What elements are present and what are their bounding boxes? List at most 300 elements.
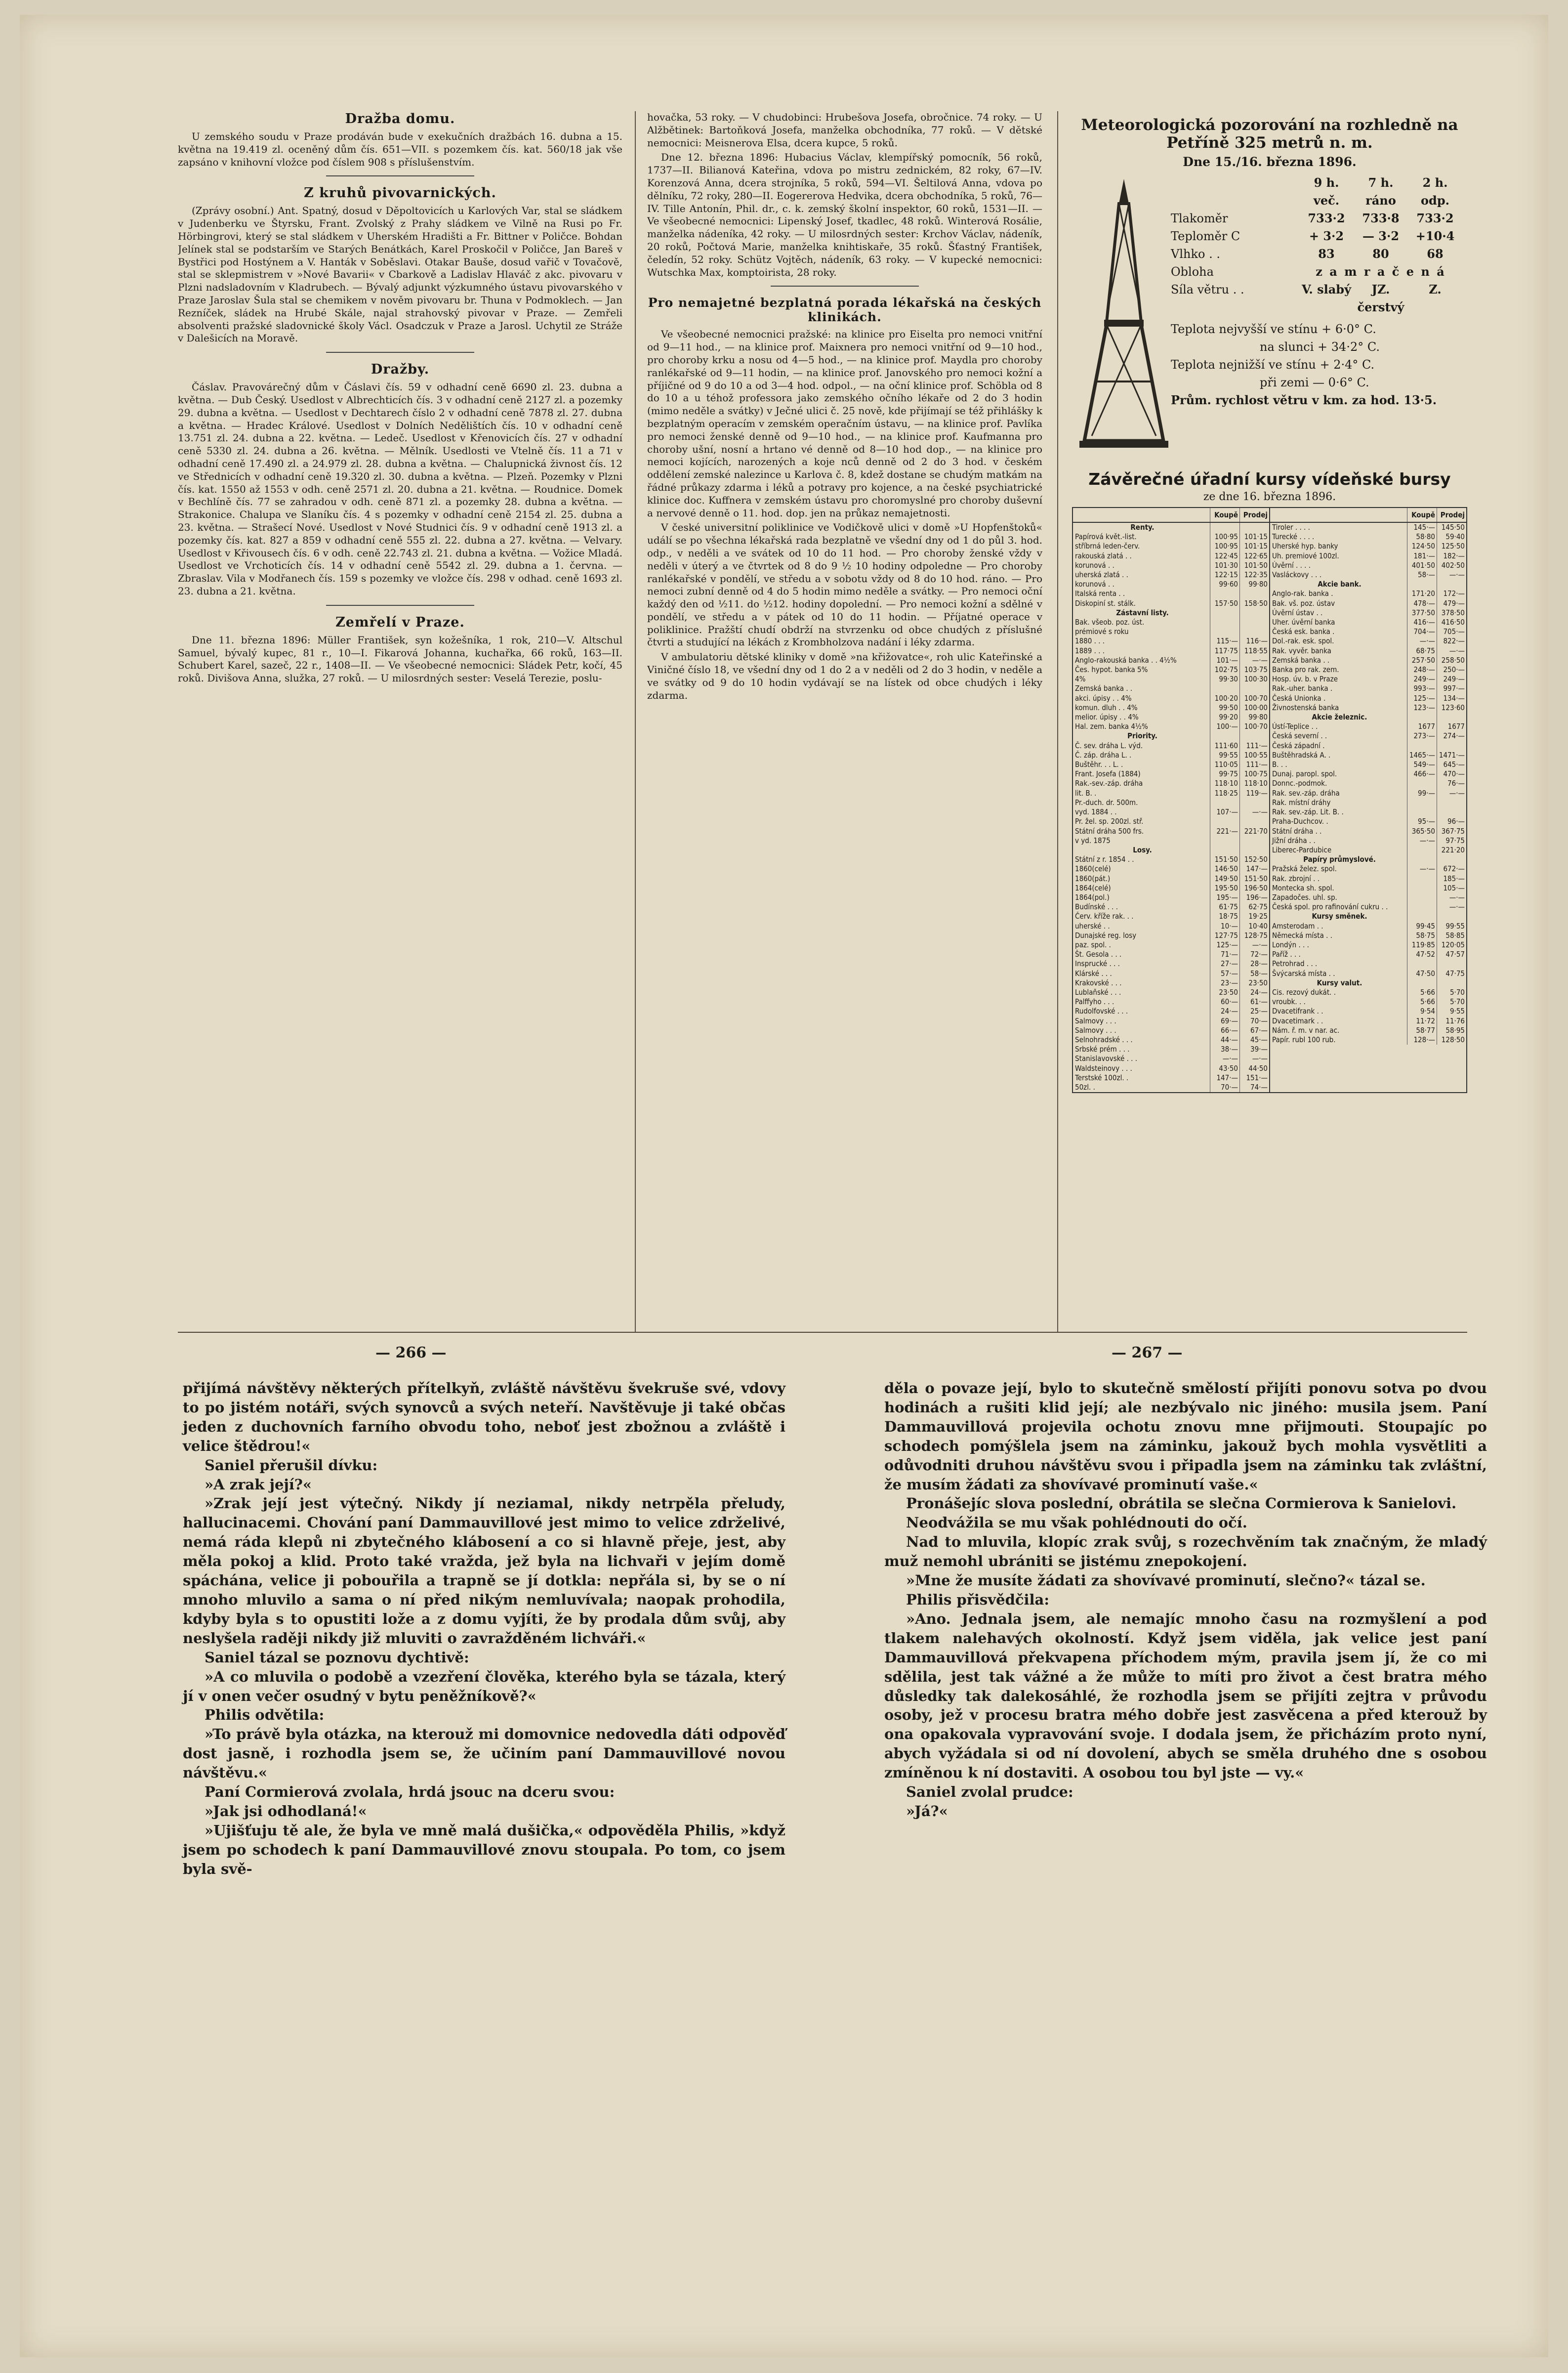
bourse-sell: 196·— [1239, 893, 1269, 902]
meteo-value: z a m r a č e n á [1316, 264, 1446, 279]
bourse-sell [1239, 627, 1269, 636]
bourse-row [1073, 722, 1269, 731]
bourse-row [1270, 665, 1466, 675]
bourse-buy [1407, 580, 1437, 589]
bourse-name: Hosp. úv. b. v Praze [1272, 675, 1338, 684]
bourse-row [1270, 969, 1466, 978]
bourse-row [1073, 836, 1269, 846]
bourse-sell [1239, 817, 1269, 826]
bourse-row [1073, 997, 1269, 1007]
meteo-row [1171, 245, 1467, 263]
bourse-sell [1239, 684, 1269, 693]
article-deaths [178, 615, 622, 685]
bourse-buy: 5·66 [1407, 997, 1437, 1007]
article-text: Dne 11. března 1896: Müller František, syn kožešníka, 1 rok, 210—V. Altschul Samuel, bývalý kupec, 81 r., 10—I. Fikarová Johanna, kuchařka, 66 roků, 163—II. Schubert Karel, sazeč, 22 r., 1408—II. — Ve všeobecné nemocnici: Sládek Petr, kočí, 45 roků. Divišova Anna, služka, 27 roků. — U milosrdných sester: Veselá Terezie, poslu- [178, 634, 622, 684]
bourse-sell: 5·70 [1437, 997, 1466, 1007]
bourse-name: Petrohrad . . . [1272, 959, 1318, 969]
bourse-sell: 61·— [1239, 997, 1269, 1007]
column-rule [635, 111, 636, 1332]
bourse-name: Úvěrní . . . . [1272, 560, 1311, 570]
bourse-row [1270, 1007, 1466, 1016]
bourse-buy [1210, 836, 1239, 846]
bourse-row [1073, 902, 1269, 912]
bourse-name: Rak. sev.-záp. Lit. B. . [1272, 807, 1344, 817]
bourse-column-left [1073, 508, 1270, 1092]
bourse-buy: 5·66 [1407, 988, 1437, 997]
bourse-name: Živnostenská banka [1272, 703, 1339, 712]
story-paragraph: Saniel tázal se poznovu dychtivě: [205, 1649, 469, 1666]
bourse-buy: 416·— [1407, 618, 1437, 627]
bourse-name: Lublaňské . . . [1075, 987, 1121, 997]
bourse-row [1073, 599, 1269, 608]
bourse-row [1073, 988, 1269, 997]
bourse-row [1073, 807, 1269, 817]
meteo-value: +10·4 [1415, 229, 1455, 243]
bourse-name: Palffyho . . . [1075, 997, 1114, 1007]
article-text: V české universitní poliklinice ve Vodičkově ulici v domě »U Hopfenštoků« událí se po všechna lékařská rada bezplatně ve všední dny od 1 do půl 3. hod. odp., v neděli a ve svátek od 10 do 11 hod. — Pro choroby ženské vždy v neděli v úterý a ve čtvrtek od 8 do 9 ½ 10 hodiny odpoledne — Pro choroby ranlékařské v pondělí, ve středu a v sobotu vždy od 8 do 10 hod. ráno. — Pro nemoci zubní denně od 4 do 5 hodin mimo neděle a svátky. — Pro nemoci oční každý den od ½11. do ½12. hodiny dopolední. — Pro nemoci kožní a sdělné v pondělí, ve středu a v pátek od 10 do 11 hodin. — Příjatné operace v poliklinice. Pražští chudí obdrží na stvrzenku od obce chudých z příslušné čtvrti a studující na lékách z Krombholzova nadání i léky zdarma. [647, 521, 1042, 648]
bourse-sell: 72·— [1239, 950, 1269, 959]
bourse-name: Waldsteinovy . . . [1075, 1063, 1132, 1073]
bourse-row [1270, 713, 1466, 722]
bourse-sell: —·— [1437, 646, 1466, 656]
bourse-name: 1889 . . . [1075, 646, 1105, 655]
bourse-row [1073, 922, 1269, 931]
bourse-name: Št. Gesola . . . [1075, 950, 1122, 959]
bourse-sell [1239, 846, 1269, 855]
bourse-name: Č. sev. dráha L. výd. [1075, 741, 1143, 750]
bourse-row [1073, 589, 1269, 598]
meteo-extra [1171, 320, 1467, 409]
bourse-buy: 122·15 [1210, 570, 1239, 580]
bourse-row [1270, 874, 1466, 884]
bourse-sell [1239, 798, 1269, 807]
bourse-name: Kursy směnek. [1312, 912, 1367, 921]
bourse-name: melior. úpisy . . 4% [1075, 713, 1139, 722]
bourse-row [1270, 561, 1466, 570]
bourse-sell: 122·35 [1239, 570, 1269, 580]
meteo-value: — 3·2 [1362, 229, 1400, 243]
meteo-row [1171, 210, 1467, 227]
bourse-sell [1437, 978, 1466, 988]
story-paragraph: Paní Cormierová zvolala, hrdá jsouc na dceru svou: [205, 1783, 615, 1801]
bourse-name: Česká esk. banka . [1272, 627, 1335, 636]
bourse-sell: 258·50 [1437, 656, 1466, 665]
bourse-buy: 60·— [1210, 997, 1239, 1007]
bourse-sell: 367·75 [1437, 827, 1466, 836]
bourse-name: Státní dráha . . [1272, 826, 1322, 836]
bourse-row [1073, 551, 1269, 561]
bourse-name: Úvěrní ústav . . [1272, 608, 1323, 617]
bourse-row [1073, 769, 1269, 779]
bourse-buy: 47·52 [1407, 950, 1437, 959]
bourse-sell [1437, 798, 1466, 807]
bourse-sell: —·— [1239, 656, 1269, 665]
bourse-name: 4% [1075, 675, 1086, 684]
bourse-buy: 68·75 [1407, 646, 1437, 656]
bourse-sell [1239, 836, 1269, 846]
petrin-tower-icon [1077, 174, 1171, 451]
bourse-buy: 125·— [1407, 694, 1437, 703]
bourse-row [1270, 789, 1466, 798]
bourse-name: Dvacetifrank . . [1272, 1007, 1323, 1016]
bourse-row [1270, 959, 1466, 969]
bourse-buy: 249·— [1407, 675, 1437, 684]
bourse-name: v yd. 1875 [1075, 836, 1111, 845]
bourse-row [1073, 561, 1269, 570]
bourse-buy: 24·— [1210, 1007, 1239, 1016]
bourse-sell: 128·50 [1437, 1035, 1466, 1045]
meteo-value: 68 [1427, 247, 1444, 261]
meteo-value: + 3·2 [1309, 229, 1344, 243]
bourse-buy [1210, 731, 1239, 741]
bourse-row [1073, 656, 1269, 665]
meteo-row [1171, 263, 1467, 281]
bourse-buy: 58·— [1407, 570, 1437, 580]
story-paragraph: »A zrak její?« [205, 1476, 312, 1493]
bourse-name: vyd. 1884 . . [1075, 807, 1117, 817]
bourse-sell: 9·55 [1437, 1007, 1466, 1016]
bourse-sell: 111·— [1239, 760, 1269, 769]
bourse-name: Buštěhr. . . L. . [1075, 760, 1123, 769]
story-paragraph: Philis odvětila: [205, 1706, 325, 1724]
bourse-sell: 378·50 [1437, 608, 1466, 618]
page-number-right: — 267 — [1112, 1344, 1183, 1361]
bourse-name: Paříž . . . [1272, 950, 1301, 959]
meteo-col-header: 9 h. več. [1313, 175, 1340, 208]
bourse-row [1073, 751, 1269, 760]
bourse-sell: 47·75 [1437, 969, 1466, 978]
bourse-sell [1437, 807, 1466, 817]
bourse-sell: —·— [1239, 940, 1269, 950]
bourse-sell: 1471·— [1437, 751, 1466, 760]
bourse-col-header: Koupě [1210, 508, 1239, 522]
story-paragraph: Nad to mluvila, klopíc zrak svůj, s rozechvěním tak značným, že mladý muž nemohl ubrániti se jistému znepokojení. [884, 1533, 1487, 1570]
bourse-sell: 119·— [1239, 789, 1269, 798]
bourse-buy: 107·— [1210, 807, 1239, 817]
bourse-name: vroubk. . . [1272, 997, 1306, 1007]
bourse-name: Anglo-rakouská banka . . 4½% [1075, 655, 1177, 665]
bourse-row [1073, 608, 1269, 618]
bourse-col-header: Prodej [1239, 508, 1269, 522]
bourse-sell: 672·— [1437, 864, 1466, 874]
article-text: V ambulatoriu dětské kliniky v domě »na křižovatce«, roh ulic Kateřinské a Viničné číslo 18, ve všední dny od 1 do 2 a v neděli od 2 do 3 hodin, v neděle a ve svátky od 9 do 10 hodin vydávají se na lístek od obce chudých i léky zdarma. [647, 651, 1042, 701]
story-paragraph: »A co mluvila o podobě a vzezření člověka, kterého byla se tázala, který jí v onen večer osudný v bytu peněžníkově?« [183, 1668, 785, 1704]
bourse-name: Pr. žel. sp. 200zl. stř. [1075, 817, 1144, 826]
bourse-buy: 145·— [1407, 523, 1437, 532]
story-paragraph: »Já?« [906, 1802, 948, 1820]
bourse-row [1270, 817, 1466, 826]
bourse-name: 1864(pol.) [1075, 892, 1110, 902]
bourse-buy: 23·50 [1210, 988, 1239, 997]
bourse-buy [1407, 846, 1437, 855]
bourse-name: Turecké . . . . [1272, 532, 1315, 542]
bourse-row [1073, 1083, 1269, 1092]
article-text: (Zprávy osobní.) Ant. Spatný, dosud v Děpoltovicích u Karlových Var, stal se sládkem v Judenberku ve Štyrsku, Frant. Zvolský z Prahy sládkem ve Vilně na Rusi po Fr. Hörbingrovi, který se stal sládkem v Uherském Hradišti a Fr. Bittner v Poličce. Bohdan Jelínek stal se podstarším ve Starých Benátkách, Karel Proskočil v Poličce, Jan Bareš v Bystřici pod Hostýnem a V. Hanták v Soběslavi. Otakar Bauše, dosud vařič v Tovačově, stal se sklepmistrem v »Nové Bavarii« v Cbarkově a Ladislav Hlaváč z akc. pivovaru v Plzni nadsladovním v Kladrubech. — Bývalý adjunkt výzkumného ústavu pivovarského v Praze Jaroslav Šula stal se chemikem v nověm pivovaru br. Thuna v Podmoklech. — Jan Rezníček, sládek na Hrubé Skále, najal strahovský pivovar v Praze. — Zemřeli absolventi pražské sladovnické školy Václ. Osadczuk v Praze a Jarosl. Uchytil ze Stráže v Dalešicích na Moravě. [178, 205, 622, 344]
bourse-buy: 478·— [1407, 599, 1437, 608]
bourse-row [1073, 532, 1269, 542]
bourse-row [1270, 532, 1466, 542]
bourse-sell: 151·— [1239, 1073, 1269, 1083]
bourse-sell: —·— [1437, 570, 1466, 580]
bourse-name: Nám. ř. m. v nar. ac. [1272, 1025, 1340, 1035]
bourse-row [1073, 884, 1269, 893]
bourse-name: Bak. vš. poz. ústav [1272, 598, 1335, 608]
bourse-sell: —·— [1437, 789, 1466, 798]
bourse-sell [1437, 912, 1466, 921]
bourse-buy: 377·50 [1407, 608, 1437, 618]
bourse-sell: 151·50 [1239, 874, 1269, 884]
bourse-buy [1210, 589, 1239, 598]
bourse-sell: 24·— [1239, 988, 1269, 997]
bourse-row [1073, 874, 1269, 884]
bourse-buy: 181·— [1407, 551, 1437, 561]
bourse-row [1073, 827, 1269, 836]
bourse-row [1270, 675, 1466, 684]
bourse-buy: —·— [1407, 836, 1437, 846]
bourse-name: Italská renta . . [1075, 589, 1125, 598]
bourse-sell: 101·15 [1239, 532, 1269, 542]
story-paragraph: děla o povaze její, bylo to skutečně smělostí přijíti ponovu sotva po dvou hodinách a rušiti klid její; ale nezbývalo nic jiného: musila jsem. Paní Dammauvillová projevila ochotu znovu mne přijmouti. Stoupajíc po schodech pomýšlela jsem na záminku, jakouž bych mohla vysvětliti a odůvodniti druhou návštěvu svou i připadla jsem na záminku tak zvláštní, že musím žádati za shovívavé prominutí vaše.« [884, 1380, 1487, 1493]
bourse-name: Dvacetimark . . [1272, 1016, 1323, 1025]
story-column-left [183, 1379, 785, 1879]
bourse-sell: 70·— [1239, 1017, 1269, 1026]
bourse-buy: 66·— [1210, 1026, 1239, 1035]
bourse-buy: 99·60 [1210, 580, 1239, 589]
bourse-buy [1407, 741, 1437, 751]
bourse-sell: 470·— [1437, 769, 1466, 779]
meteo-label: Síla větru . . [1171, 283, 1244, 297]
bourse-sell: 147·— [1239, 864, 1269, 874]
bourse-buy: 99·50 [1210, 703, 1239, 713]
bourse-buy [1210, 684, 1239, 693]
bourse-name: Budínské . . . [1075, 902, 1118, 912]
article-auction-house [178, 111, 622, 169]
meteo-box [1072, 116, 1467, 461]
bourse-buy: 117·75 [1210, 646, 1239, 656]
left-column [178, 111, 622, 1337]
bourse-row [1270, 864, 1466, 874]
bourse-row [1270, 978, 1466, 988]
bourse-sell [1239, 608, 1269, 618]
right-column [1072, 116, 1467, 1342]
bourse-buy: 146·50 [1210, 864, 1239, 874]
bourse-name: Dunajské reg. losy [1075, 931, 1137, 940]
bourse-sell: 5·70 [1437, 988, 1466, 997]
bourse-row [1073, 542, 1269, 551]
bourse-name: Selnohradské . . . [1075, 1035, 1133, 1044]
bourse-sell: 44·50 [1239, 1064, 1269, 1073]
divider [326, 175, 474, 176]
bourse-row [1073, 636, 1269, 646]
article-heading: Pro nemajetné bezplatná porada lékařská na českých klinikách. [648, 296, 1042, 325]
bourse-buy [1210, 618, 1239, 627]
bourse-buy: 43·50 [1210, 1064, 1239, 1073]
bourse-row [1270, 722, 1466, 731]
bourse-name: Renty. [1130, 523, 1155, 532]
meteo-col-header: 2 h. odp. [1421, 175, 1449, 208]
bourse-sell: 99·80 [1239, 713, 1269, 722]
bourse-name: Stanislavovské . . . [1075, 1054, 1138, 1063]
bourse-table [1072, 507, 1467, 1093]
article-text: Dne 12. března 1896: Hubacius Václav, klempířský pomocník, 56 roků, 1737—II. Bilianová Kateřina, vdova po mistru zednickém, 82 roky, 67—IV. Korenzová Anna, dcera strojníka, 5 roků, 594—VI. Šeltilová Anna, vdova po dělníku, 72 roky, 280—II. Eogererova Hedvika, dcera obchodníka, 5 roků, 76—IV. Tille Antonín, Phil. dr., c. k. zemský školní inspektor, 60 roků, 1531—II. — Ve všeobecné nemocnici: Lipenský Josef, tkadlec, 48 roků. Winterová Rosálie, manželka nádeníka, 42 roky. — U milosrdných sester: Krchov Václav, nádeník, 20 roků, Počtová Marie, manželka knihtiskaře, 35 roků. Šťastný František, čeledín, 52 roky. Schütz Vojtěch, nádeník, 63 roky. — V kupecké nemocnici: Wutschka Max, komptoirista, 28 roky. [647, 151, 1042, 278]
bourse-name: Buštěhradská A. . [1272, 750, 1331, 760]
bourse-buy: 151·50 [1210, 855, 1239, 864]
bourse-buy: 125·— [1210, 940, 1239, 950]
bourse-buy: 101·30 [1210, 561, 1239, 570]
bourse-buy: 110·05 [1210, 760, 1239, 769]
bourse-buy: 123·— [1407, 703, 1437, 713]
story-paragraph: Saniel přerušil dívku: [205, 1456, 378, 1474]
bourse-name: Švýcarská místa . . [1272, 969, 1335, 978]
bourse-sell [1437, 713, 1466, 722]
bourse-sell: 101·50 [1239, 561, 1269, 570]
divider [326, 352, 474, 353]
bourse-buy: 124·50 [1407, 542, 1437, 551]
story-paragraph: »Mne že musíte žádati za shovívavé prominutí, slečno?« tázal se. [906, 1572, 1426, 1589]
bourse-row [1270, 846, 1466, 855]
bourse-name: akci. úpisy . . 4% [1075, 693, 1132, 703]
bourse-name: Červ. kříže rak. . . [1075, 912, 1134, 921]
bourse-row [1270, 599, 1466, 608]
bourse-row [1073, 684, 1269, 693]
bourse-column-right [1270, 508, 1466, 1092]
bourse-name: Jižní dráha . . [1272, 836, 1316, 845]
bourse-sell: 67·— [1239, 1026, 1269, 1035]
bourse-sell: 100·00 [1239, 703, 1269, 713]
bourse-row [1073, 1073, 1269, 1083]
bourse-sell: 152·50 [1239, 855, 1269, 864]
bourse-name: Krakovské . . . [1075, 978, 1122, 987]
bourse-buy: 1465·— [1407, 751, 1437, 760]
bourse-row [1073, 1035, 1269, 1045]
article-text: hovačka, 53 roky. — V chudobinci: Hrubešova Josefa, obročnice. 74 roky. — U Alžbětinek: Bartoňková Josefa, manželka obchodníka, 77 roků. — V dětské nemocnici: Meisnerova Elsa, dcera kupce, 5 roků. [647, 111, 1042, 149]
bourse-row [1073, 1045, 1269, 1054]
bourse-sell: 705·— [1437, 627, 1466, 636]
meteo-extra-line: při zemi — 0·6° C. [1260, 376, 1369, 389]
bourse-sell: 74·— [1239, 1083, 1269, 1092]
bourse-name: Státní dráha 500 frs. [1075, 826, 1144, 836]
bourse-buy: —·— [1407, 864, 1437, 874]
bourse-row [1270, 760, 1466, 769]
bourse-row [1073, 893, 1269, 902]
bourse-sell [1239, 523, 1269, 532]
bourse-buy [1210, 608, 1239, 618]
bourse-sell: 96·— [1437, 817, 1466, 826]
bourse-row [1270, 931, 1466, 940]
bourse-buy [1407, 959, 1437, 969]
bourse-buy: 99·30 [1210, 675, 1239, 684]
bourse-row [1073, 523, 1269, 532]
bourse-row [1270, 542, 1466, 551]
story-paragraph: Saniel zvolal prudce: [906, 1783, 1073, 1801]
bourse-buy [1407, 855, 1437, 864]
bourse-name: 50zl. . [1075, 1082, 1095, 1092]
bourse-name: 1864(celé) [1075, 883, 1111, 892]
bourse-buy [1407, 779, 1437, 788]
bourse-buy: 100·95 [1210, 532, 1239, 542]
bourse-row [1073, 959, 1269, 969]
bourse-name: Česká západní . [1272, 741, 1325, 750]
bourse-row [1270, 988, 1466, 997]
bourse-row [1073, 846, 1269, 855]
bourse-buy: 99·— [1407, 789, 1437, 798]
bourse-buy: 57·— [1210, 969, 1239, 978]
bourse-buy: —·— [1210, 1054, 1239, 1063]
bourse-row [1270, 798, 1466, 807]
bourse-row [1073, 713, 1269, 722]
bourse-row [1270, 836, 1466, 846]
bourse-buy [1407, 893, 1437, 902]
bourse-name: Čes. hypot. banka 5% [1075, 665, 1148, 675]
bourse-sell: 134·— [1437, 694, 1466, 703]
bourse-name: Banka pro rak. zem. [1272, 665, 1339, 675]
bourse-name: Rudolfovské . . . [1075, 1007, 1128, 1016]
bourse-name: Srbské prém . . . [1075, 1045, 1130, 1054]
bourse-sell: 59·40 [1437, 532, 1466, 542]
bourse-sell: 103·75 [1239, 665, 1269, 675]
bourse-name: 1860(pát.) [1075, 874, 1111, 883]
bourse-buy: 1677 [1407, 722, 1437, 731]
bourse-name: Rak. místní dráhy [1272, 798, 1331, 807]
bourse-row [1270, 694, 1466, 703]
bourse-sell: 118·10 [1239, 779, 1269, 788]
bourse-sell: 19·25 [1239, 912, 1269, 921]
bourse-name: 1880 . . . [1075, 636, 1105, 646]
bourse-name: Anglo-rak. banka . [1272, 589, 1333, 598]
article-heading: Z kruhů pivovarnických. [304, 185, 496, 201]
bourse-name: Česká spol. pro rafinování cukru . . [1272, 902, 1388, 912]
bourse-buy: 38·— [1210, 1045, 1239, 1054]
bourse-sell [1239, 731, 1269, 741]
bourse-name: Amsterodam . . [1272, 921, 1323, 931]
bourse-row [1073, 817, 1269, 826]
bourse-header [1073, 508, 1269, 523]
bourse-sell: 172·— [1437, 589, 1466, 598]
meteo-label: Tlakoměr [1171, 212, 1228, 225]
bourse-sell: 62·75 [1239, 902, 1269, 912]
bourse-name: 1860(celé) [1075, 864, 1111, 874]
bourse-buy [1210, 817, 1239, 826]
bourse-name: Insprucké . . . [1075, 959, 1120, 969]
bourse-buy: 118·10 [1210, 779, 1239, 788]
bourse-title: Závěrečné úřadní kursy vídeňské bursy [1088, 469, 1451, 489]
bourse-buy: 101·— [1210, 656, 1239, 665]
newspaper-page [20, 15, 1548, 2357]
bourse-sell: 10·40 [1239, 922, 1269, 931]
bourse-row [1073, 618, 1269, 627]
article-brewery-news [178, 185, 622, 345]
bourse-sell: 100·70 [1239, 694, 1269, 703]
bourse-sell: 111·— [1239, 741, 1269, 751]
bourse-sell: —·— [1239, 807, 1269, 817]
bourse-sell: 105·— [1437, 884, 1466, 893]
bourse-row [1073, 580, 1269, 589]
bourse-name: Hal. zem. banka 4½% [1075, 722, 1148, 731]
bourse-sell: 182·— [1437, 551, 1466, 561]
bourse-buy: 993·— [1407, 684, 1437, 693]
bourse-buy: 365·50 [1407, 827, 1437, 836]
bourse-row [1270, 618, 1466, 627]
bourse-name: Montecka sh. spol. [1272, 883, 1334, 892]
bourse-buy: 100·— [1210, 722, 1239, 731]
bourse-buy: 100·20 [1210, 694, 1239, 703]
article-heading: Dražby. [371, 362, 430, 378]
bourse-sell: 58·95 [1437, 1026, 1466, 1035]
bourse-row [1270, 741, 1466, 751]
bourse-name: Rak.-sev.-záp. dráha [1075, 779, 1143, 788]
bourse-buy: 69·— [1210, 1017, 1239, 1026]
bourse-buy [1210, 627, 1239, 636]
